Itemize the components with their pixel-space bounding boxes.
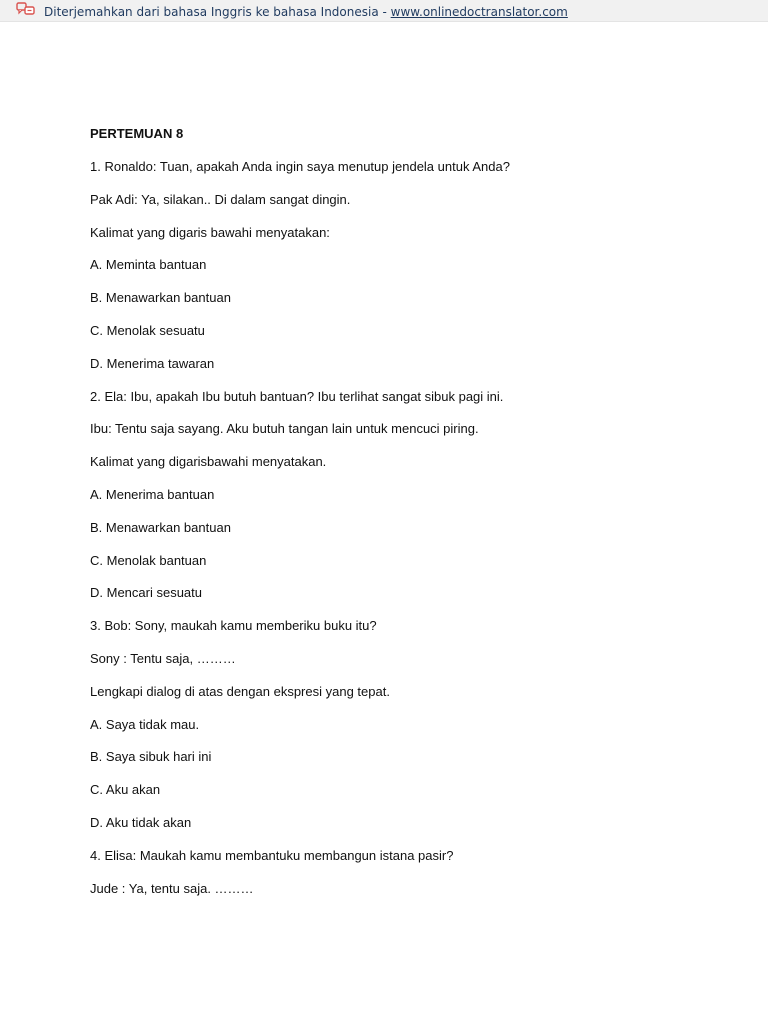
question-1-option-c: C. Menolak sesuatu bbox=[90, 322, 205, 338]
question-1-option-a: A. Meminta bantuan bbox=[90, 257, 207, 273]
question-1-option-d: D. Menerima tawaran bbox=[90, 355, 215, 371]
question-4-text: 4. Elisa: Maukah kamu membantuku membangun istana pasir? bbox=[90, 847, 454, 863]
question-1-text: 1. Ronaldo: Tuan, apakah Anda ingin saya menutup jendela untuk Anda? bbox=[90, 159, 510, 174]
question-1-reply: Pak Adi: Ya, silakan.. Di dalam sangat dingin. bbox=[90, 191, 351, 207]
question-3-prompt: Lengkapi dialog di atas dengan ekspresi yang tepat. bbox=[90, 683, 390, 699]
question-3-option-a: A. Saya tidak mau. bbox=[90, 716, 200, 732]
translator-logo-icon bbox=[16, 2, 36, 16]
question-2-prompt: Kalimat yang digarisbawahi menyatakan. bbox=[90, 454, 327, 470]
translation-banner bbox=[0, 0, 768, 22]
question-2-option-d: D. Mencari sesuatu bbox=[90, 585, 202, 601]
question-3-option-d: D. Aku tidak akan bbox=[90, 814, 192, 830]
translator-link[interactable]: www.onlinedoctranslator.com bbox=[390, 5, 568, 19]
question-2-reply: Ibu: Tentu saja sayang. Aku butuh tangan lain untuk mencuci piring. bbox=[90, 421, 479, 437]
question-4-reply: Jude : Ya, tentu saja. ……… bbox=[90, 880, 254, 896]
question-3-option-b: B. Saya sibuk hari ini bbox=[90, 749, 212, 765]
question-2-option-b: B. Menawarkan bantuan bbox=[90, 519, 231, 535]
banner-text: Diterjemahkan dari bahasa Inggris ke bahasa Indonesia - bbox=[44, 5, 391, 19]
question-3-option-c: C. Aku akan bbox=[90, 782, 161, 798]
question-3-text: 3. Bob: Sony, maukah kamu memberiku buku itu? bbox=[90, 618, 377, 634]
document-title: PERTEMUAN 8 bbox=[90, 126, 184, 141]
banner-message bbox=[44, 5, 568, 19]
question-2-option-c: C. Menolak bantuan bbox=[90, 552, 207, 568]
question-1-option-b: B. Menawarkan bantuan bbox=[90, 290, 231, 306]
document-page bbox=[90, 125, 690, 912]
question-1-prompt: Kalimat yang digaris bawahi menyatakan: bbox=[90, 224, 330, 240]
question-3-reply: Sony : Tentu saja, ……… bbox=[90, 650, 236, 666]
question-2-text: 2. Ela: Ibu, apakah Ibu butuh bantuan? Ibu terlihat sangat sibuk pagi ini. bbox=[90, 388, 504, 404]
question-2-option-a: A. Menerima bantuan bbox=[90, 486, 215, 502]
